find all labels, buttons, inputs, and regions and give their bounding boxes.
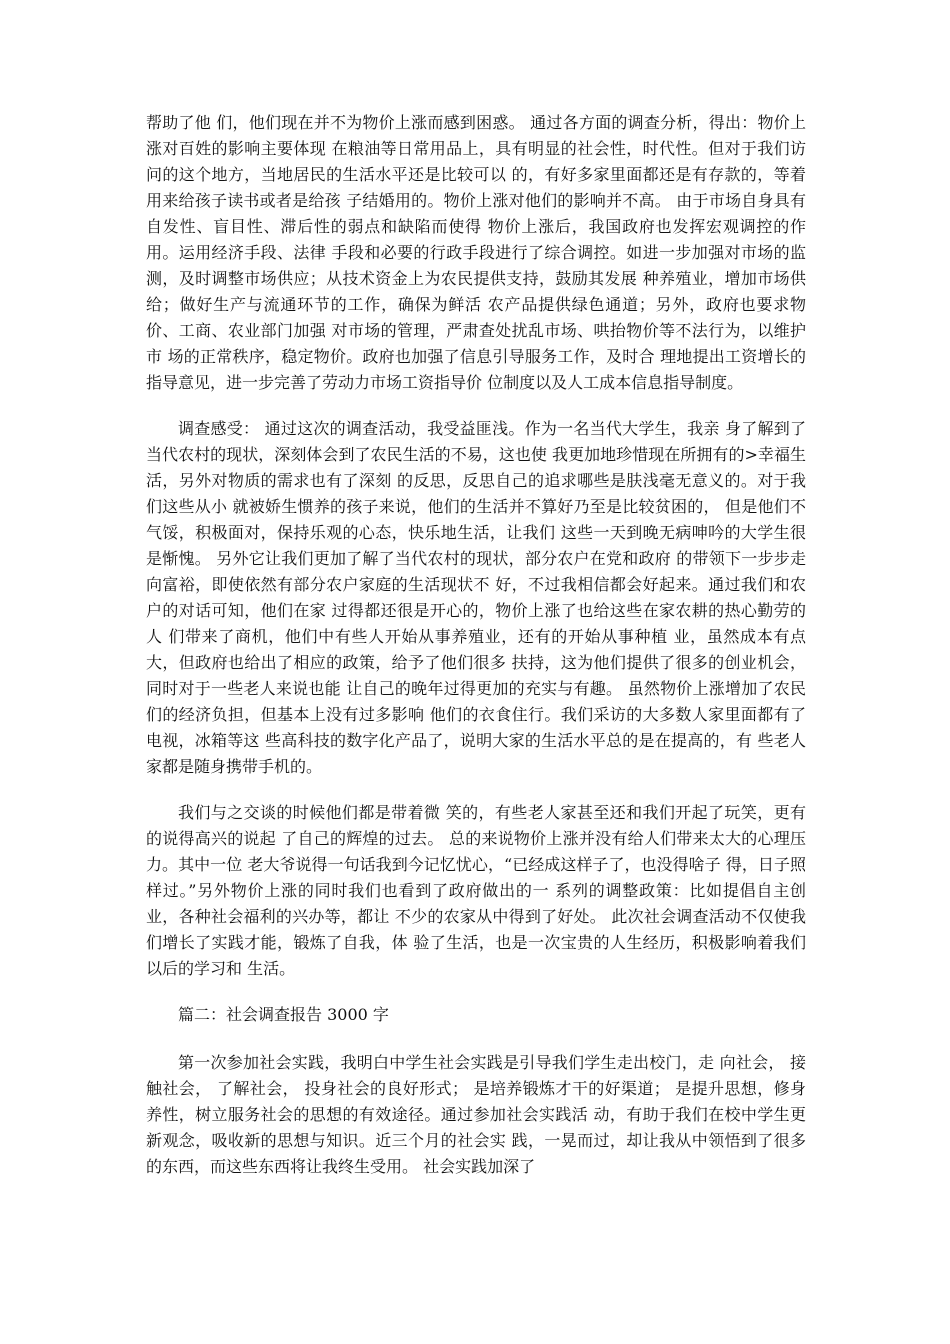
paragraph-survey-feelings: 调查感受： 通过这次的调查活动，我受益匪浅。作为一名当代大学生，我亲 身了解到了当代农村的现状，深刻体会到了农民生活的不易，这也使 我更加地珍惜现在所拥有的>幸福生活，另外对物质的需求也有了深刻 的反思，反思自己的追求哪些是肤浅毫无意义的。对于我们这些从小 就被娇生惯养的孩子来说，他们的生活并不算好乃至是比较贫困的， 但是他们不气馁，积极面对，保持乐观的心态，快乐地生活，让我们 这些一天到晚无病呻吟的大学生很是惭愧。 另外它让我们更加了解了当代农村的现状，部分农户在党和政府 的带领下一步步走向富裕，即使依然有部分农户家庭的生活现状不 好，不过我相信都会好起来。通过我们和农户的对话可知，他们在家 过得都还很是开心的，物价上涨了也给这些在家农耕的热心勤劳的人 们带来了商机，他们中有些人开始从事养殖业，还有的开始从事种植 业，虽然成本有点大，但政府也给出了相应的政策，给予了他们很多 扶持，这为他们提供了很多的创业机会，同时对于一些老人来说也能 让自己的晚年过得更加的充实与有趣。 虽然物价上涨增加了农民们的经济负担，但基本上没有过多影响 他们的衣食住行。我们采访的大多数人家里面都有了电视，冰箱等这 些高科技的数字化产品了，说明大家的生活水平总的是在提高的，有 些老人家都是随身携带手机的。 [146,419,806,776]
paragraph-price-analysis: 帮助了他 们，他们现在并不为物价上涨而感到困惑。 通过各方面的调查分析，得出：物价上涨对百姓的影响主要体现 在粮油等日常用品上，具有明显的社会性，时代性。但对于我们访问的这个地方，当地居民的生活水平还是比较可以 的，有好多家里面都还是有存款的，等着用来给孩子读书或者是给孩 子结婚用的。物价上涨对他们的影响并不高。 由于市场自身具有自发性、盲目性、滞后性的弱点和缺陷而使得 物价上涨后，我国政府也发挥宏观调控的作用。运用经济手段、法律 手段和必要的行政手段进行了综合调控。如进一步加强对市场的监 测，及时调整市场供应；从技术资金上为农民提供支持，鼓励其发展 种养殖业，增加市场供给；做好生产与流通环节的工作，确保为鲜活 农产品提供绿色通道；另外，政府也要求物价、工商、农业部门加强 对市场的管理，严肃查处扰乱市场、哄抬物价等不法行为，以维护市 场的正常秩序，稳定物价。政府也加强了信息引导服务工作，及时合 理地提出工资增长的指导意见，进一步完善了劳动力市场工资指导价 位制度以及人工成本信息指导制度。 [146,113,806,392]
paragraph-conversations: 我们与之交谈的时候他们都是带着微 笑的，有些老人家甚至还和我们开起了玩笑，更有的说得高兴的说起 了自己的辉煌的过去。 总的来说物价上涨并没有给人们带来太大的心理压力。其中一位 老大爷说得一句话我到今记忆忧心，“已经成这样子了，也没得啥子 得，日子照样过。”另外物价上涨的同时我们也看到了政府做出的一 系列的调整政策：比如提倡自主创业，各种社会福利的兴办等，都让 不少的农家从中得到了好处。 此次社会调查活动不仅使我们增长了实践才能，锻炼了自我，体 验了生活，也是一次宝贵的人生经历，积极影响着我们以后的学习和 生活。 [146,803,806,978]
section-heading: 篇二：社会调查报告 3000 字 [178,1005,389,1024]
document-page [146,110,806,1180]
paragraph-social-practice: 第一次参加社会实践，我明白中学生社会实践是引导我们学生走出校门，走 向社会， 接触社会， 了解社会， 投身社会的良好形式； 是培养锻炼才干的好渠道； 是提升思想，修身养性，树立服务社会的思想的有效途径。通过参加社会实践活 动，有助于我们在校中学生更新观念，吸收新的思想与知识。近三个月的社会实 践，一晃而过，却让我从中领悟到了很多的东西，而这些东西将让我终生受用。 社会实践加深了 [146,1053,806,1176]
